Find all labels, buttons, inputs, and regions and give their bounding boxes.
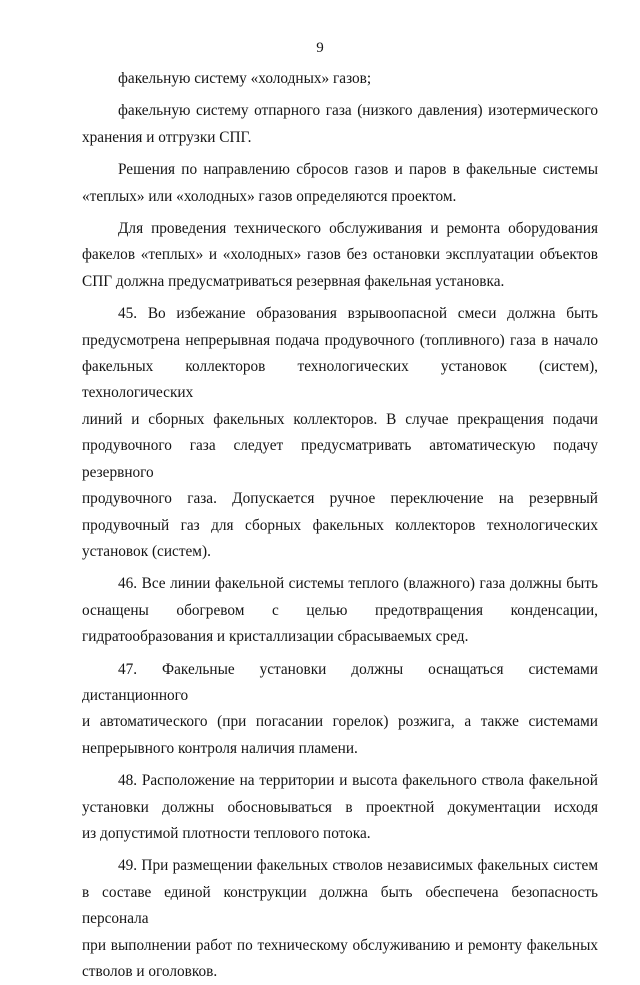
- text-line: при выполнении работ по техническому обслуживанию и ремонту факельных: [82, 936, 598, 954]
- text-line: СПГ должна предусматриваться резервная факельная установка.: [82, 272, 505, 290]
- text-line: стволов и оголовков.: [82, 963, 218, 980]
- text-line: 45. Во избежание образования взрывоопасной смеси должна быть: [118, 305, 598, 323]
- paragraph-item-46: [82, 571, 598, 650]
- text-line: установки должны обосновываться в проектной документации исходя: [82, 798, 598, 816]
- text-line: гидратообразования и кристаллизации сбрасываемых сред.: [82, 628, 469, 646]
- text-line: непрерывного контроля наличия пламени.: [82, 739, 358, 757]
- text-line: Для проведения технического обслуживания и ремонта оборудования: [118, 220, 598, 238]
- paragraph-cold-gas-system: [82, 66, 598, 92]
- document-body: [82, 66, 598, 985]
- paragraph-item-45: [82, 301, 598, 565]
- text-line: предусмотрена непрерывная подача продувочного (топливного) газа в начало: [82, 331, 598, 349]
- text-line: факельную систему «холодных» газов;: [118, 70, 372, 87]
- text-line: факелов «теплых» и «холодных» газов без остановки эксплуатации объектов: [82, 246, 598, 264]
- text-line: оснащены обогревом с целью предотвращения конденсации,: [82, 601, 598, 619]
- paragraph-item-47: [82, 657, 598, 763]
- text-line: 47. Факельные установки должны оснащаться системами дистанционного: [82, 660, 598, 704]
- text-line: хранения и отгрузки СПГ.: [82, 128, 252, 146]
- text-line: 48. Расположение на территории и высота факельного ствола факельной: [118, 772, 598, 790]
- text-line: продувочного газа. Допускается ручное переключение на резервный: [82, 490, 598, 508]
- text-line: линий и сборных факельных коллекторов. В случае прекращения подачи: [82, 410, 598, 428]
- text-line: «теплых» или «холодных» газов определяются проектом.: [82, 187, 457, 205]
- paragraph-discharge-decisions: [82, 157, 598, 210]
- paragraph-item-49: [82, 853, 598, 985]
- text-line: продувочного газа следует предусматривать автоматическую подачу резервного: [82, 437, 598, 481]
- text-line: 46. Все линии факельной системы теплого (влажного) газа должны быть: [118, 575, 598, 593]
- text-line: установок (систем).: [82, 542, 211, 560]
- text-line: и автоматического (при погасании горелок) розжига, а также системами: [82, 713, 598, 731]
- text-line: факельных коллекторов технологических установок (систем), технологических: [82, 358, 598, 402]
- text-line: продувочный газ для сборных факельных коллекторов технологических: [82, 516, 598, 534]
- paragraph-stripping-gas-system: [82, 98, 598, 151]
- page-number: 9: [316, 40, 324, 56]
- text-line: в составе единой конструкции должна быть обеспечена безопасность персонала: [82, 883, 598, 928]
- paragraph-item-48: [82, 768, 598, 847]
- text-line: Решения по направлению сбросов газов и паров в факельные системы: [118, 161, 598, 179]
- text-line: факельную систему отпарного газа (низкого давления) изотермического: [118, 102, 598, 120]
- paragraph-reserve-flare: [82, 216, 598, 295]
- text-line: 49. При размещении факельных стволов независимых факельных систем: [118, 857, 598, 875]
- text-line: из допустимой плотности теплового потока.: [82, 824, 371, 842]
